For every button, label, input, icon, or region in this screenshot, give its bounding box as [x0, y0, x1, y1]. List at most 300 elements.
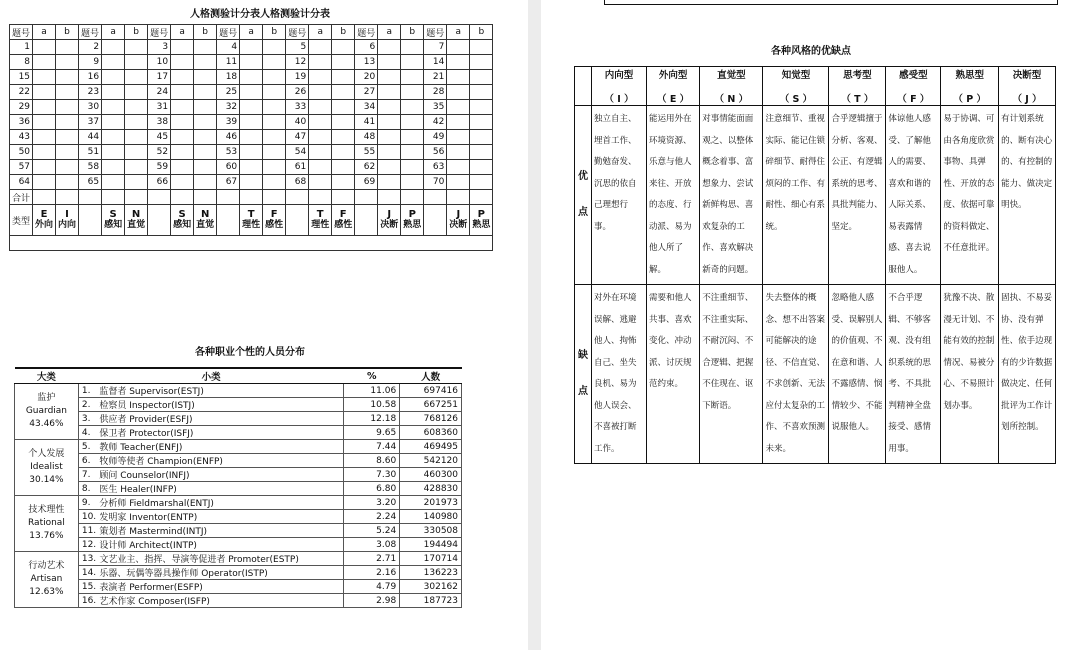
- type-letter-group: [104, 209, 122, 231]
- career-count: 460300: [400, 468, 462, 482]
- score-header-cell: a: [33, 25, 56, 40]
- question-number: 53: [217, 145, 240, 160]
- question-number: 64: [10, 175, 33, 190]
- question-number: 48: [355, 130, 378, 145]
- answer-a-cell: [240, 145, 263, 160]
- style-column-name: 决断型: [1012, 70, 1042, 81]
- type-cell: [56, 205, 79, 236]
- answer-b-cell: [125, 160, 148, 175]
- answer-b-cell: [194, 160, 217, 175]
- total-cell: [401, 190, 424, 205]
- question-number: 6: [355, 40, 378, 55]
- style-column-header: [999, 67, 1056, 106]
- answer-b-cell: [194, 145, 217, 160]
- type-letter-group: [127, 209, 145, 231]
- answer-a-cell: [171, 55, 194, 70]
- answer-a-cell: [309, 130, 332, 145]
- question-number: 36: [10, 115, 33, 130]
- career-count: 302162: [400, 580, 462, 594]
- answer-a-cell: [33, 70, 56, 85]
- career-percent: 2.98: [344, 594, 400, 608]
- style-column-header: [647, 67, 700, 106]
- question-number: 46: [217, 130, 240, 145]
- question-number: 29: [10, 100, 33, 115]
- career-count: 330508: [400, 524, 462, 538]
- career-category-line: 监护: [37, 393, 56, 403]
- answer-b-cell: [263, 130, 286, 145]
- answer-b-cell: [263, 40, 286, 55]
- career-category-line: 12.63%: [29, 587, 64, 597]
- answer-a-cell: [240, 40, 263, 55]
- answer-a-cell: [309, 175, 332, 190]
- question-number: 24: [148, 85, 171, 100]
- answer-b-cell: [332, 160, 355, 175]
- style-column-name: 思考型: [843, 70, 872, 81]
- score-row: [10, 175, 493, 190]
- total-cell: [332, 190, 355, 205]
- career-category-line: Idealist: [30, 462, 63, 472]
- score-header-cell: 题号: [79, 25, 102, 40]
- career-index: 8.: [78, 482, 96, 496]
- type-meaning: 感性: [334, 220, 353, 230]
- answer-b-cell: [125, 70, 148, 85]
- score-row: [10, 160, 493, 175]
- type-letter: N: [131, 209, 141, 220]
- score-header-cell: b: [125, 25, 148, 40]
- type-letter-group: [403, 209, 421, 231]
- answer-b-cell: [470, 55, 493, 70]
- total-cell: [217, 190, 240, 205]
- total-cell: [171, 190, 194, 205]
- answer-a-cell: [309, 100, 332, 115]
- career-row: [15, 496, 462, 510]
- score-table: [9, 24, 493, 251]
- answer-b-cell: [401, 175, 424, 190]
- career-index: 4.: [78, 426, 96, 440]
- question-number: 51: [79, 145, 102, 160]
- answer-b-cell: [125, 145, 148, 160]
- answer-a-cell: [102, 70, 125, 85]
- answer-a-cell: [378, 175, 401, 190]
- answer-b-cell: [56, 160, 79, 175]
- answer-a-cell: [378, 115, 401, 130]
- question-number: 59: [148, 160, 171, 175]
- career-subcategory: 艺术作家 Composer(ISFP): [96, 594, 344, 608]
- career-count: 469495: [400, 440, 462, 454]
- type-meaning: 外向: [35, 220, 54, 230]
- answer-a-cell: [447, 70, 470, 85]
- answer-a-cell: [171, 115, 194, 130]
- answer-a-cell: [309, 145, 332, 160]
- answer-a-cell: [171, 85, 194, 100]
- type-cell: [424, 205, 447, 236]
- answer-b-cell: [470, 175, 493, 190]
- answer-a-cell: [102, 145, 125, 160]
- answer-a-cell: [102, 160, 125, 175]
- career-row: [15, 566, 462, 580]
- type-letter-group: [334, 209, 352, 231]
- answer-b-cell: [125, 175, 148, 190]
- answer-a-cell: [171, 130, 194, 145]
- answer-b-cell: [470, 40, 493, 55]
- score-blank-row: [10, 236, 493, 251]
- answer-a-cell: [240, 85, 263, 100]
- score-row: [10, 85, 493, 100]
- answer-b-cell: [125, 55, 148, 70]
- question-number: 1: [10, 40, 33, 55]
- type-letter: F: [270, 209, 278, 220]
- career-header-category: 大类: [15, 368, 79, 384]
- answer-a-cell: [240, 160, 263, 175]
- style-table: [574, 66, 1056, 464]
- answer-a-cell: [33, 100, 56, 115]
- career-percent: 6.80: [344, 482, 400, 496]
- score-header-cell: 题号: [217, 25, 240, 40]
- question-number: 9: [79, 55, 102, 70]
- career-subcategory: 设计师 Architect(INTP): [96, 538, 344, 552]
- answer-b-cell: [56, 175, 79, 190]
- type-cell: [447, 205, 470, 236]
- weakness-cell: 对外在环境误解、逃避他人、拘怖自己、坐失良机、易为他人误会、不喜被打断工作。: [592, 285, 647, 464]
- answer-a-cell: [240, 100, 263, 115]
- career-category-line: 30.14%: [29, 475, 64, 485]
- total-cell: [309, 190, 332, 205]
- answer-b-cell: [332, 55, 355, 70]
- weakness-cell: 不合乎逻辑、不够客观、没有组织系统的思考、不具批判精神全盘接受、感情用事。: [886, 285, 941, 464]
- answer-b-cell: [332, 115, 355, 130]
- question-number: 44: [79, 130, 102, 145]
- career-category: [15, 496, 79, 552]
- type-cell: [378, 205, 401, 236]
- answer-b-cell: [194, 175, 217, 190]
- career-index: 10.: [78, 510, 96, 524]
- question-number: 15: [10, 70, 33, 85]
- type-meaning: 决断: [380, 220, 399, 230]
- question-number: 69: [355, 175, 378, 190]
- career-subcategory: 乐器、玩偶等器具操作师 Operator(ISTP): [96, 566, 344, 580]
- weaknesses-label: [575, 285, 592, 464]
- strengths-label-1: 优: [578, 171, 588, 182]
- career-subcategory: 表演者 Performer(ESFP): [96, 580, 344, 594]
- question-number: 21: [424, 70, 447, 85]
- answer-a-cell: [309, 70, 332, 85]
- question-number: 37: [79, 115, 102, 130]
- career-row: [15, 384, 462, 398]
- question-number: 22: [10, 85, 33, 100]
- type-cell: [470, 205, 493, 236]
- career-row: [15, 440, 462, 454]
- answer-a-cell: [447, 40, 470, 55]
- career-percent: 10.58: [344, 398, 400, 412]
- type-letter-group: [449, 209, 467, 231]
- strengths-label-2: 点: [578, 207, 588, 218]
- weakness-cell: 犹豫不决、散漫无计划、不能有效的控制情况、易被分心、不易照计划办事。: [941, 285, 999, 464]
- answer-a-cell: [102, 175, 125, 190]
- question-number: 52: [148, 145, 171, 160]
- strength-cell: 对事情能面面观之、以整体概念着事、富想象力、尝试新鲜构思、喜欢复杂的工作、喜欢解决新奇的问题。: [700, 106, 763, 285]
- type-cell: [125, 205, 148, 236]
- career-row: [15, 524, 462, 538]
- career-subcategory: 医生 Healer(INFP): [96, 482, 344, 496]
- type-letter-group: [58, 209, 76, 231]
- career-index: 11.: [78, 524, 96, 538]
- answer-a-cell: [171, 160, 194, 175]
- answer-a-cell: [309, 55, 332, 70]
- question-number: 26: [286, 85, 309, 100]
- type-letter: J: [456, 209, 461, 220]
- question-number: 17: [148, 70, 171, 85]
- career-header-percent: %: [344, 368, 400, 384]
- question-number: 4: [217, 40, 240, 55]
- type-cell: [240, 205, 263, 236]
- question-number: 63: [424, 160, 447, 175]
- answer-b-cell: [470, 115, 493, 130]
- question-number: 2: [79, 40, 102, 55]
- total-cell: [125, 190, 148, 205]
- type-meaning: 感性: [265, 220, 284, 230]
- score-header-cell: 题号: [424, 25, 447, 40]
- answer-a-cell: [102, 115, 125, 130]
- style-header-corner: [575, 67, 592, 106]
- question-number: 49: [424, 130, 447, 145]
- career-percent: 7.44: [344, 440, 400, 454]
- strength-cell: 易于协调、可由各角度欣赏事物、具弹性、开放的态度、依据可靠的资料做定、不任意批评。: [941, 106, 999, 285]
- answer-a-cell: [378, 40, 401, 55]
- style-column-name: 熟思型: [955, 70, 984, 81]
- answer-a-cell: [33, 85, 56, 100]
- strength-cell: 体谅他人感受、了解他人的需要、喜欢和谐的人际关系、易表露情感、喜去说服他人。: [886, 106, 941, 285]
- career-index: 7.: [78, 468, 96, 482]
- total-cell: [447, 190, 470, 205]
- score-header-cell: b: [56, 25, 79, 40]
- question-number: 33: [286, 100, 309, 115]
- career-subcategory: 供应者 Provider(ESFJ): [96, 412, 344, 426]
- question-number: 38: [148, 115, 171, 130]
- career-category-line: 技术理性: [28, 505, 65, 515]
- style-column-code: （ T ）: [841, 94, 874, 105]
- career-table: [14, 367, 462, 608]
- total-cell: [56, 190, 79, 205]
- answer-a-cell: [102, 40, 125, 55]
- answer-b-cell: [401, 115, 424, 130]
- career-category: [15, 384, 79, 440]
- type-meaning: 决断: [449, 220, 468, 230]
- question-number: 68: [286, 175, 309, 190]
- question-number: 70: [424, 175, 447, 190]
- career-subcategory: 检察员 Inspector(ISTJ): [96, 398, 344, 412]
- score-header-cell: b: [401, 25, 424, 40]
- answer-a-cell: [33, 130, 56, 145]
- career-row: [15, 552, 462, 566]
- answer-a-cell: [102, 55, 125, 70]
- answer-b-cell: [125, 100, 148, 115]
- style-column-code: （ J ）: [1012, 94, 1042, 105]
- answer-b-cell: [194, 55, 217, 70]
- career-subcategory: 教师 Teacher(ENFJ): [96, 440, 344, 454]
- question-number: 58: [79, 160, 102, 175]
- score-header-cell: 题号: [148, 25, 171, 40]
- question-number: 67: [217, 175, 240, 190]
- career-index: 3.: [78, 412, 96, 426]
- style-column-header: [941, 67, 999, 106]
- career-subcategory: 监督者 Supervisor(ESTJ): [96, 384, 344, 398]
- type-letter-group: [196, 209, 214, 231]
- question-number: 16: [79, 70, 102, 85]
- answer-a-cell: [33, 55, 56, 70]
- type-letter: N: [200, 209, 210, 220]
- answer-b-cell: [470, 160, 493, 175]
- question-number: 10: [148, 55, 171, 70]
- type-cell: [401, 205, 424, 236]
- answer-a-cell: [171, 175, 194, 190]
- total-cell: [263, 190, 286, 205]
- answer-b-cell: [194, 130, 217, 145]
- question-number: 35: [424, 100, 447, 115]
- type-letter: P: [408, 209, 416, 220]
- style-column-code: （ E ）: [657, 94, 690, 105]
- type-cell: [171, 205, 194, 236]
- answer-b-cell: [194, 40, 217, 55]
- total-cell: [33, 190, 56, 205]
- career-header-count: 人数: [400, 368, 462, 384]
- answer-b-cell: [194, 70, 217, 85]
- question-number: 7: [424, 40, 447, 55]
- weaknesses-label-1: 缺: [578, 350, 588, 361]
- type-cell: [263, 205, 286, 236]
- answer-a-cell: [378, 70, 401, 85]
- answer-a-cell: [309, 85, 332, 100]
- answer-a-cell: [240, 70, 263, 85]
- style-column-header: [700, 67, 763, 106]
- career-count: 542120: [400, 454, 462, 468]
- score-row: [10, 130, 493, 145]
- question-number: 55: [355, 145, 378, 160]
- score-header-cell: b: [263, 25, 286, 40]
- total-cell: [470, 190, 493, 205]
- question-number: 60: [217, 160, 240, 175]
- question-number: 61: [286, 160, 309, 175]
- career-count: 194494: [400, 538, 462, 552]
- career-index: 5.: [78, 440, 96, 454]
- question-number: 8: [10, 55, 33, 70]
- type-meaning: 直觉: [196, 220, 215, 230]
- answer-b-cell: [332, 70, 355, 85]
- answer-b-cell: [470, 100, 493, 115]
- answer-b-cell: [401, 145, 424, 160]
- question-number: 3: [148, 40, 171, 55]
- total-cell: [378, 190, 401, 205]
- answer-b-cell: [56, 40, 79, 55]
- strengths-label: [575, 106, 592, 285]
- weaknesses-label-2: 点: [578, 386, 588, 397]
- question-number: 32: [217, 100, 240, 115]
- answer-b-cell: [263, 160, 286, 175]
- answer-b-cell: [470, 145, 493, 160]
- answer-a-cell: [240, 115, 263, 130]
- answer-a-cell: [447, 100, 470, 115]
- answer-a-cell: [33, 175, 56, 190]
- career-row: [15, 594, 462, 608]
- type-cell: [194, 205, 217, 236]
- career-row: [15, 538, 462, 552]
- answer-b-cell: [125, 40, 148, 55]
- career-index: 9.: [78, 496, 96, 510]
- career-percent: 2.16: [344, 566, 400, 580]
- answer-a-cell: [378, 145, 401, 160]
- style-column-code: （ F ）: [897, 94, 930, 105]
- answer-a-cell: [447, 160, 470, 175]
- answer-b-cell: [470, 70, 493, 85]
- answer-a-cell: [378, 100, 401, 115]
- type-letter: T: [316, 209, 324, 220]
- answer-b-cell: [263, 175, 286, 190]
- career-category-line: Rational: [28, 518, 65, 528]
- answer-b-cell: [125, 85, 148, 100]
- career-percent: 2.71: [344, 552, 400, 566]
- career-row: [15, 580, 462, 594]
- score-header-cell: a: [240, 25, 263, 40]
- answer-a-cell: [447, 130, 470, 145]
- page-gap: [528, 0, 541, 650]
- total-cell: [79, 190, 102, 205]
- type-meaning: 熟思: [403, 220, 422, 230]
- score-header-cell: b: [332, 25, 355, 40]
- question-number: 18: [217, 70, 240, 85]
- total-cell: [355, 190, 378, 205]
- answer-b-cell: [401, 55, 424, 70]
- answer-b-cell: [332, 145, 355, 160]
- type-cell: [309, 205, 332, 236]
- weakness-cell: 需要和他人共事、喜欢变化、冲动派、讨厌规范约束。: [647, 285, 700, 464]
- total-cell: [424, 190, 447, 205]
- answer-b-cell: [470, 85, 493, 100]
- career-row: [15, 510, 462, 524]
- career-percent: 3.08: [344, 538, 400, 552]
- answer-b-cell: [401, 70, 424, 85]
- weakness-cell: 不注重细节、不注重实际、不耐沉闷、不合逻辑、把握不住现在、讴下断语。: [700, 285, 763, 464]
- type-meaning: 感知: [173, 220, 192, 230]
- type-cell: [217, 205, 240, 236]
- answer-b-cell: [56, 115, 79, 130]
- answer-a-cell: [33, 160, 56, 175]
- type-letter-group: [265, 209, 283, 231]
- type-cell: [332, 205, 355, 236]
- question-number: 41: [355, 115, 378, 130]
- type-cell: [33, 205, 56, 236]
- total-cell: [240, 190, 263, 205]
- answer-a-cell: [447, 115, 470, 130]
- question-number: 25: [217, 85, 240, 100]
- type-letter-group: [380, 209, 398, 231]
- style-column-name: 知觉型: [781, 70, 811, 81]
- score-header-cell: 题号: [10, 25, 33, 40]
- style-column-header: [763, 67, 829, 106]
- right-document-page: [541, 0, 1080, 650]
- question-number: 66: [148, 175, 171, 190]
- question-number: 13: [355, 55, 378, 70]
- career-count: 136223: [400, 566, 462, 580]
- answer-b-cell: [332, 100, 355, 115]
- answer-a-cell: [447, 85, 470, 100]
- answer-b-cell: [401, 85, 424, 100]
- career-index: 2.: [78, 398, 96, 412]
- style-column-code: （ N ）: [714, 94, 749, 105]
- career-percent: 11.06: [344, 384, 400, 398]
- type-meaning: 理性: [242, 220, 261, 230]
- style-table-title: 各种风格的优缺点: [771, 46, 851, 57]
- answer-a-cell: [378, 85, 401, 100]
- question-number: 62: [355, 160, 378, 175]
